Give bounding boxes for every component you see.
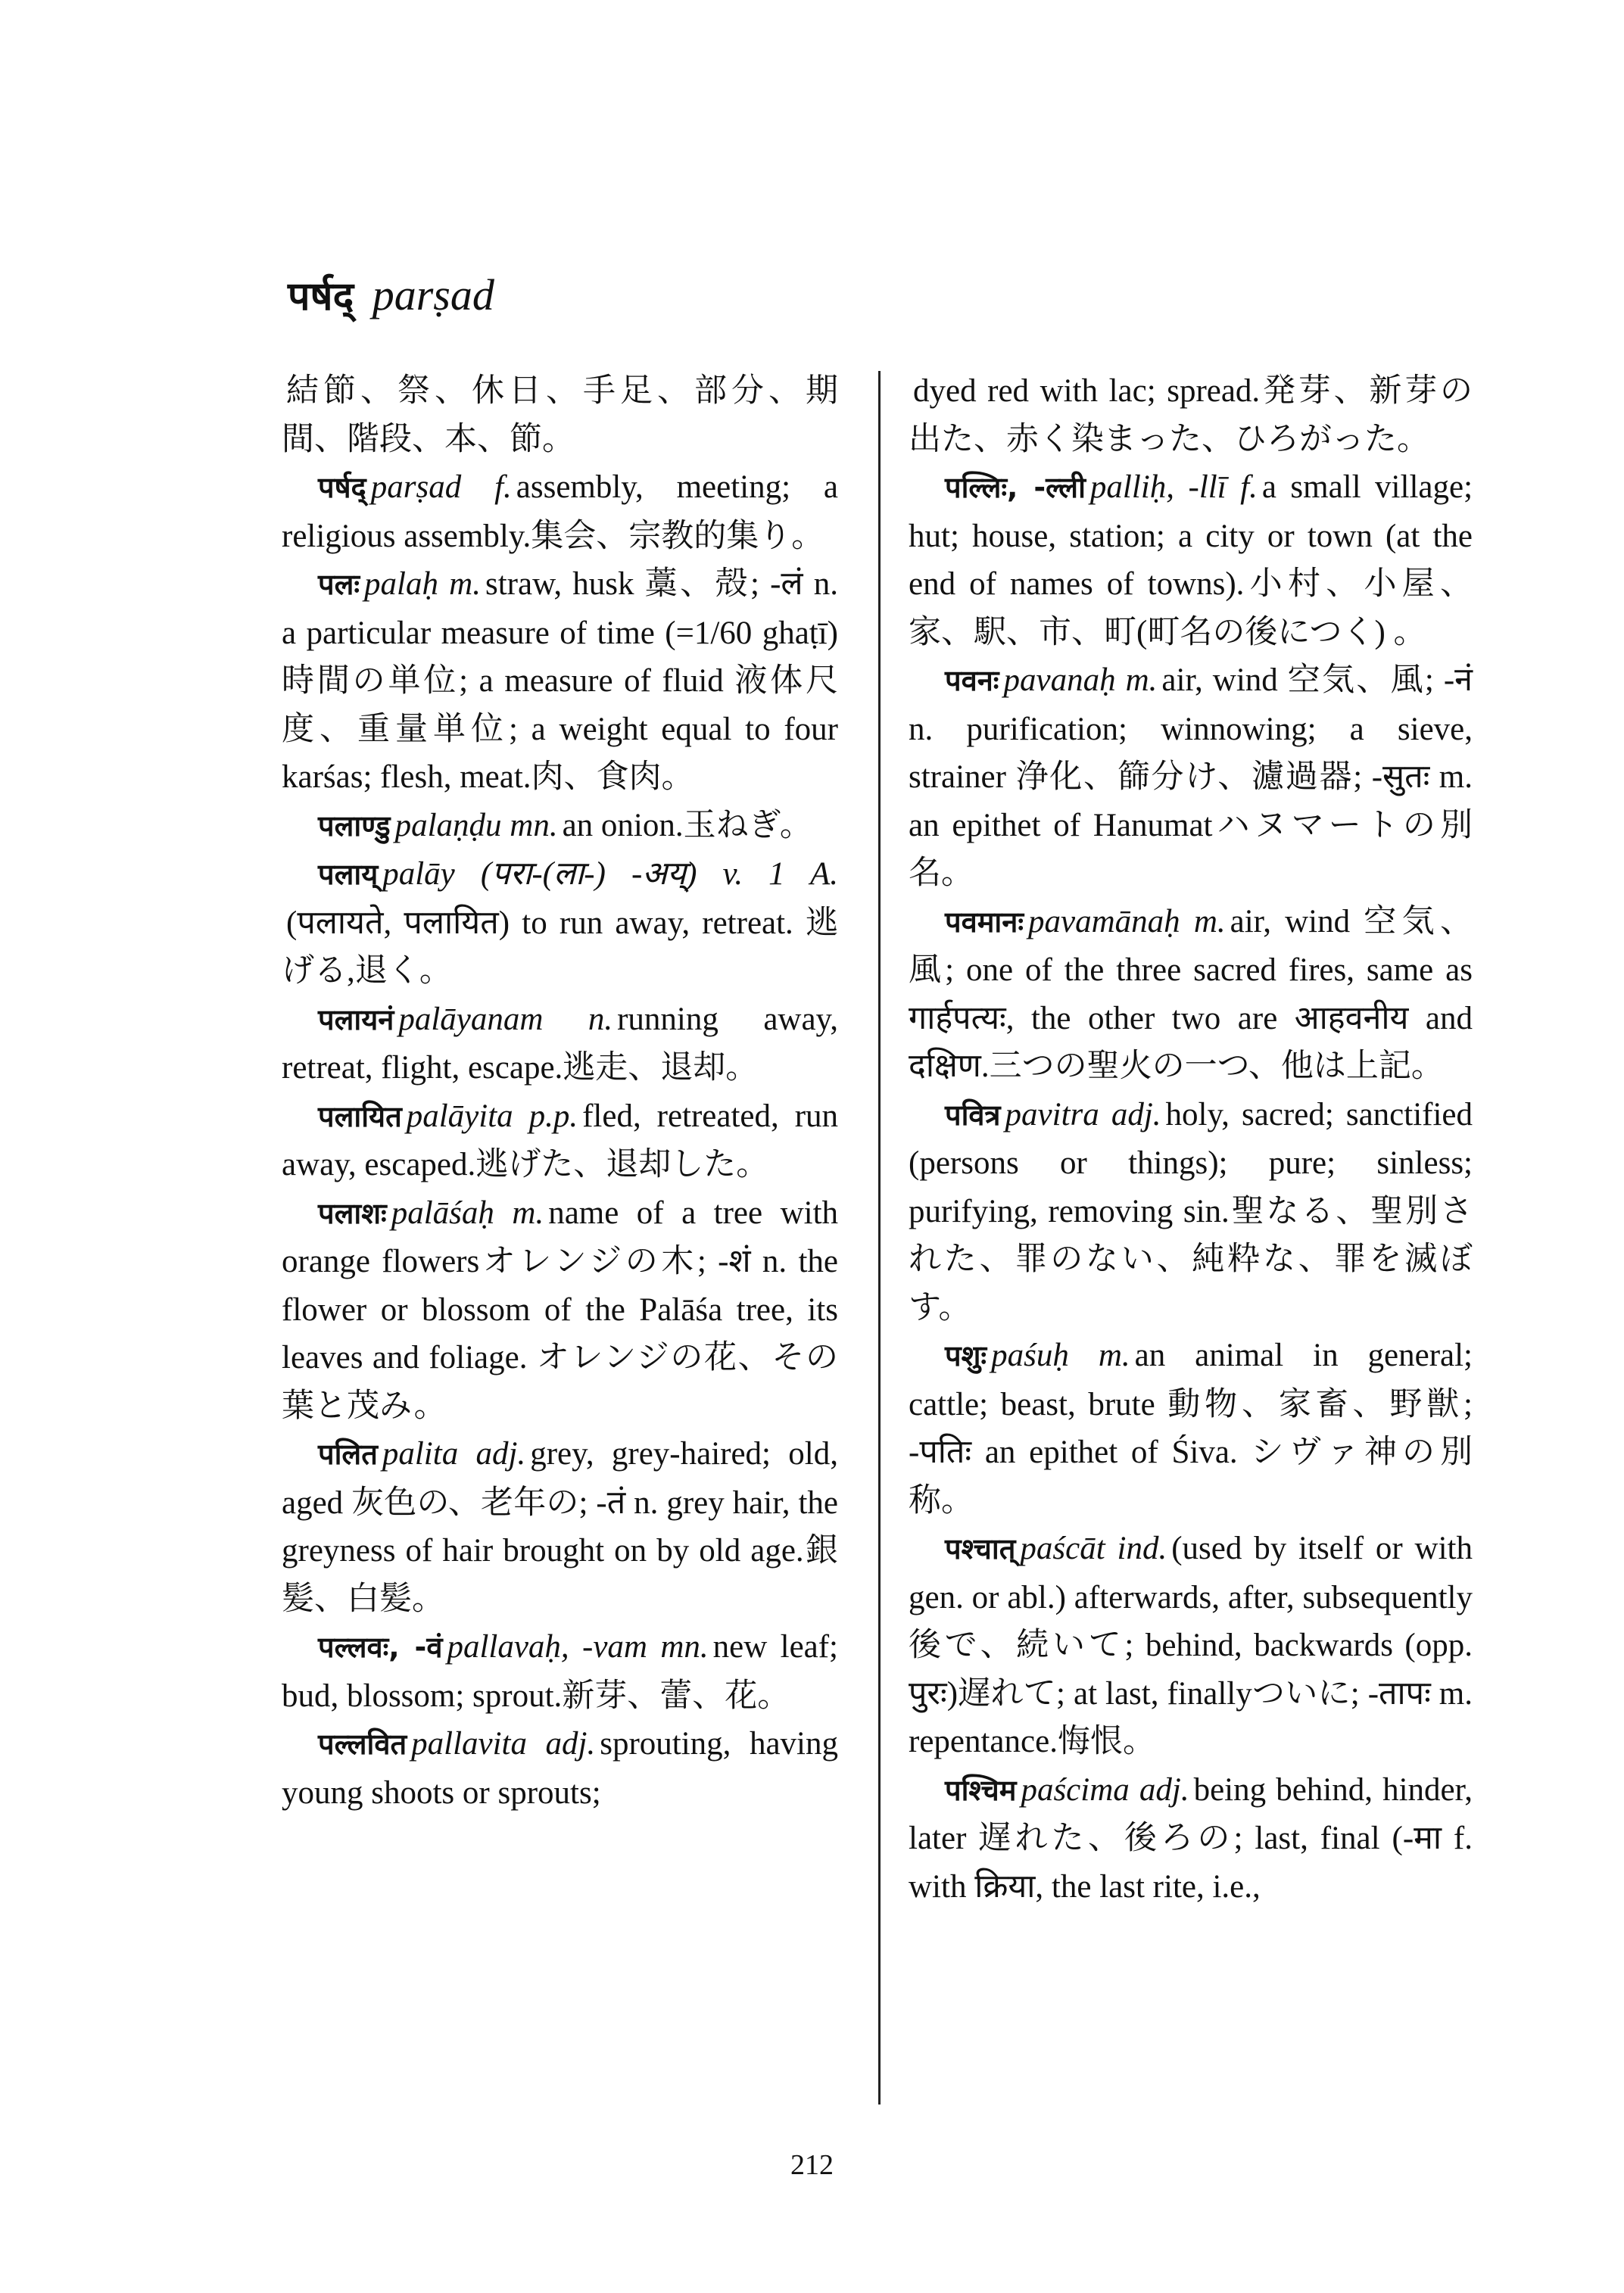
entry-transliteration: pavanaḥ (1003, 662, 1116, 698)
entry-definition: 結節、祭、休日、手足、部分、期間、階段、本、節。 (282, 373, 838, 457)
entry-transliteration: paścāt (1020, 1531, 1105, 1566)
entry-definition: straw, husk 藁、殻; -लं n. a particular measure of time (=1/60 ghaṭī)時間の単位; a measure of fluid 液体尺度、重量単位; a weight equal to four karśas; flesh, meat.肉、食肉。 (282, 566, 838, 795)
dictionary-entry (282, 1092, 838, 1189)
dictionary-entry (282, 1430, 838, 1623)
entry-grammar: mn. (510, 807, 558, 843)
dictionary-entry (282, 1623, 838, 1720)
entry-definition: being behind, hinder, later 遅れた、後ろの; last, final (-मा f. with क्रिया, the last rite, i.e., (909, 1771, 1473, 1905)
entry-definition: name of a tree with orange flowersオレンジの木; -शं n. the flower or blossom of the Palāśa tree, its leaves and foliage. オレンジの花、その葉と茂み。 (282, 1195, 839, 1424)
page-number: 212 (790, 2149, 834, 2181)
entry-transliteration: palita (382, 1436, 459, 1472)
entry-transliteration: parṣad (370, 469, 462, 505)
dictionary-entry (282, 850, 838, 995)
entry-headword: पल्लवः, -वं (318, 1631, 443, 1664)
dictionary-entry (909, 656, 1473, 898)
entry-headword: पशुः (945, 1339, 987, 1372)
entry-grammar: mn. (660, 1629, 709, 1665)
entry-headword: पवमानः (945, 905, 1024, 939)
entry-headword: पल्लवित (318, 1728, 407, 1761)
dictionary-entry (909, 1091, 1473, 1332)
entry-headword: पलायनं (318, 1002, 394, 1036)
entry-definition: holy, sacred; sanctified (persons or things); pure; sinless; purifying, removing sin.聖なる、聖別された、罪のない、純粋な、罪を滅ぼす。 (909, 1096, 1473, 1326)
entry-headword: पवनः (945, 664, 999, 697)
dictionary-entry (909, 898, 1473, 1091)
entry-grammar: adj. (475, 1436, 526, 1472)
entry-transliteration: pavitra (1005, 1096, 1099, 1132)
column-divider (878, 371, 881, 2105)
entry-headword: पलायित (318, 1099, 402, 1133)
entry-definition: fled, retreated, run away, escaped.逃げた、退却した。 (282, 1098, 839, 1182)
dictionary-entry (909, 367, 1473, 463)
entry-headword: पर्षद् (318, 471, 366, 504)
entry-headword: पल्लिः, -ल्ली (945, 471, 1086, 504)
entry-grammar: p.p. (528, 1098, 578, 1134)
dictionary-entry (282, 802, 838, 851)
entry-grammar: m. (1098, 1338, 1130, 1373)
entry-grammar: f. (494, 469, 512, 505)
header-headword-devanagari: पर्षद् (288, 274, 354, 319)
dictionary-entry (909, 1766, 1473, 1911)
entry-definition: a small village; hut; house, station; a city or town (at the end of names of towns).小村、小屋、家、駅、市、町(町名の後につく) 。 (909, 469, 1473, 650)
dictionary-entry (282, 560, 838, 802)
entry-grammar: adj. (1139, 1771, 1189, 1808)
dictionary-entry (282, 463, 838, 560)
entry-headword: पलाशः (318, 1196, 387, 1230)
dictionary-entry (282, 1720, 838, 1817)
dictionary-entry (909, 1525, 1473, 1766)
entry-transliteration: pallavita (411, 1726, 527, 1762)
entry-headword: पलः (318, 568, 360, 601)
entry-transliteration: paścima (1021, 1771, 1130, 1808)
entry-definition: (पलायते, पलायित) to run away, retreat. 逃げる,退く。 (282, 905, 838, 989)
entry-headword: पश्चात् (945, 1532, 1016, 1566)
entry-transliteration: paśuḥ (991, 1338, 1069, 1373)
entry-grammar: adj. (1111, 1096, 1161, 1132)
dictionary-entry (909, 1332, 1473, 1525)
entry-grammar: m. (1193, 903, 1226, 939)
dictionary-entry (282, 367, 838, 463)
entry-headword: पवित्र (945, 1098, 1001, 1132)
entry-definition: assembly, meeting; a religious assembly.集会、宗教的集り。 (282, 469, 838, 554)
entry-definition: grey, grey-haired; old, aged 灰色の、老年の; -तं n. grey hair, the greyness of hair brought on by old age.銀髪、白髪。 (282, 1436, 839, 1617)
header-headword-transliteration: parṣad (372, 270, 494, 319)
dictionary-entry (282, 995, 838, 1092)
entry-grammar: m. (449, 566, 481, 602)
entry-transliteration: palāy (382, 856, 455, 892)
entry-grammar: adj. (545, 1726, 596, 1762)
right-column (909, 367, 1473, 1911)
entry-grammar: f. (1240, 469, 1258, 505)
entry-headword: पलाण्डु (318, 808, 391, 843)
entry-headword: पश्चिम (945, 1773, 1017, 1807)
entry-definition: sprouting, having young shoots or sprouts; (282, 1726, 838, 1811)
page-header (288, 269, 494, 322)
entry-definition: dyed red with lac; spread.発芽、新芽の出た、赤く染まった、ひろがった。 (909, 373, 1473, 457)
entry-transliteration: pallavaḥ, -vam (447, 1629, 647, 1665)
entry-transliteration: palāśaḥ (391, 1195, 494, 1231)
entry-definition: air, wind 空気、風; -नं n. purification; winnowing; a sieve, strainer 浄化、篩分け、濾過器; -सुतः m. an epithet of Hanumatハヌマートの別名。 (909, 662, 1473, 891)
entry-grammar: n. (588, 1001, 613, 1037)
entry-headword: पलित (318, 1438, 378, 1471)
entry-transliteration: palāyanam (398, 1001, 544, 1037)
dictionary-entry (282, 1189, 838, 1431)
entry-transliteration: pavamānaḥ (1028, 903, 1180, 939)
entry-definition: (used by itself or with gen. or abl.) afterwards, after, subsequently後で、続いて; behind, backwards (opp. पुरः)遅れて; at last, finallyついに; -तापः m. repentance.悔恨。 (909, 1531, 1473, 1759)
entry-definition: new leaf; bud, blossom; sprout.新芽、蕾、花。 (282, 1629, 839, 1714)
entry-transliteration: palaṇḍu (394, 807, 502, 843)
entry-grammar: ind. (1117, 1531, 1167, 1566)
entry-transliteration: palāyita (406, 1098, 513, 1134)
entry-headword: पलाय् (318, 858, 379, 891)
entry-transliteration: palliḥ, -llī (1089, 469, 1227, 505)
left-column (282, 367, 838, 1817)
entry-definition: an animal in general; cattle; beast, brute 動物、家畜、野獣; -पतिः an epithet of Śiva. シヴァ神の別称。 (909, 1338, 1473, 1519)
entry-definition: running away, retreat, flight, escape.逃走、退却。 (282, 1001, 838, 1086)
entry-definition: an onion.玉ねぎ。 (562, 807, 812, 843)
dictionary-entry (909, 463, 1473, 656)
entry-grammar: m. (512, 1195, 544, 1231)
entry-grammar: (परा-(ला-) -अय्) v. 1 A. (480, 856, 838, 892)
entry-grammar: m. (1125, 662, 1158, 698)
entry-definition: air, wind 空気、風; one of the three sacred fires, same as गार्हपत्यः, the other two are आहवनीय and दक्षिण.三つの聖火の一つ、他は上記。 (909, 903, 1473, 1084)
entry-transliteration: palaḥ (364, 566, 438, 602)
